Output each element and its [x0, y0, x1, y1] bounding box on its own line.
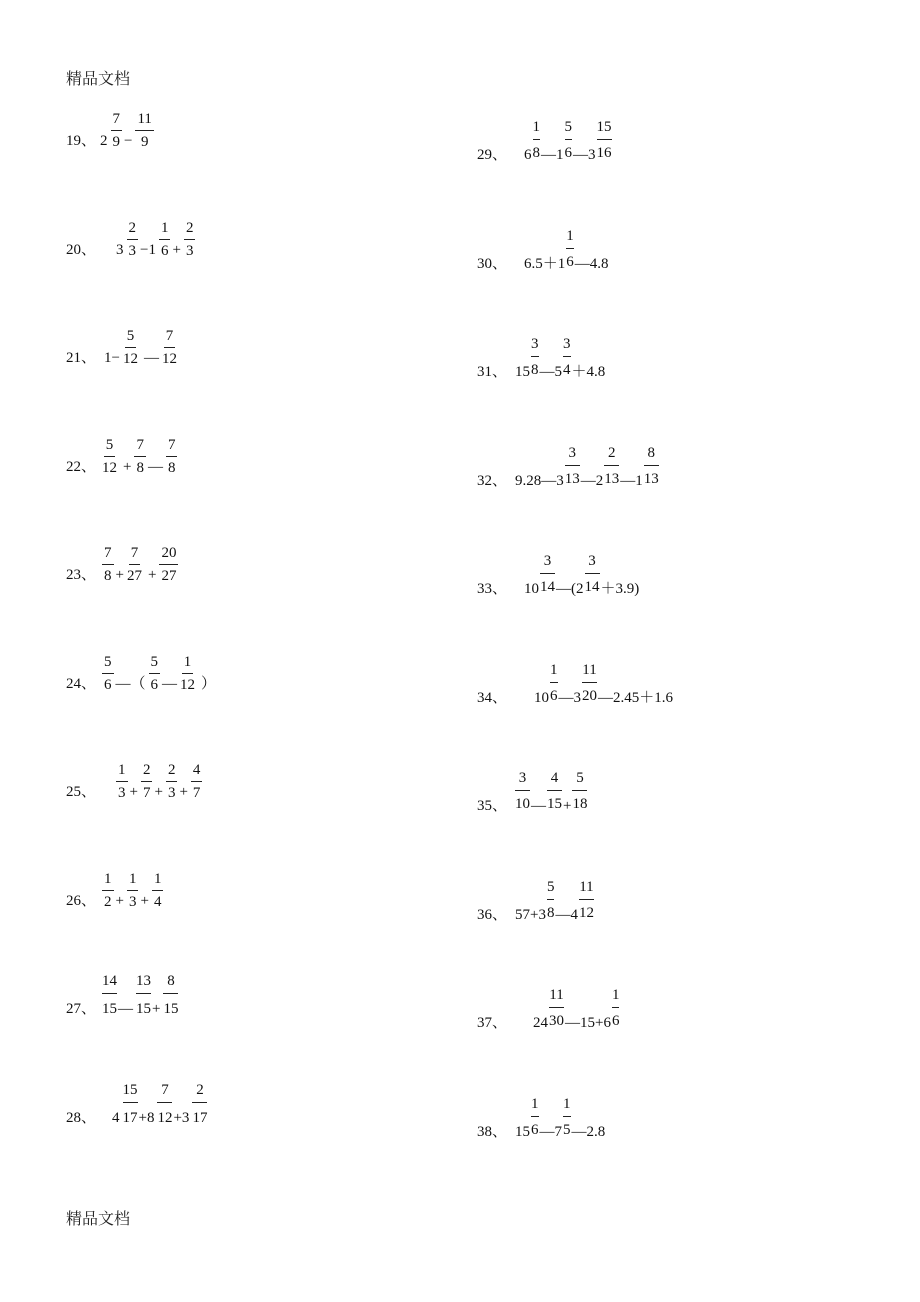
operator-text: —2 — [580, 472, 604, 489]
operator-text: —7 — [539, 1123, 562, 1140]
fraction-numerator: 5 — [576, 770, 584, 786]
fraction-denominator: 6 — [611, 1013, 620, 1029]
fraction — [116, 763, 128, 801]
fraction-denominator: 6 — [150, 676, 159, 693]
fraction-denominator: 3 — [128, 242, 136, 259]
fraction-numerator: 5 — [564, 119, 572, 135]
fraction-numerator: 1 — [611, 987, 620, 1003]
fraction-numerator: 7 — [134, 438, 146, 457]
fraction-bar — [585, 573, 600, 574]
page-footer: 精品文档 — [66, 1209, 131, 1228]
fraction-bar — [644, 465, 659, 466]
fraction-numerator: 11 — [579, 878, 594, 895]
problem-number: 36、 — [477, 906, 508, 923]
fraction-numerator: 11 — [135, 112, 153, 131]
fraction-numerator: 3 — [518, 770, 527, 786]
fraction-numerator: 7 — [102, 546, 114, 565]
fraction — [550, 663, 558, 683]
problem-number: 25、 — [66, 784, 97, 800]
fraction-numerator: 1 — [152, 872, 164, 891]
fraction-numerator: 8 — [647, 444, 655, 461]
operator-text: 2 — [100, 133, 108, 149]
fraction — [159, 546, 178, 584]
fraction — [515, 771, 530, 791]
fraction-bar — [582, 682, 597, 683]
operator-text: +8 — [138, 1109, 155, 1126]
operator-text: + — [172, 241, 181, 258]
operator-text: 4 — [112, 1109, 120, 1126]
fraction-denominator: 12 — [578, 904, 594, 921]
fraction-denominator: 8 — [136, 459, 144, 476]
fraction — [162, 329, 177, 367]
fraction — [565, 446, 580, 466]
operator-text: −1 — [140, 241, 156, 258]
fraction — [547, 880, 555, 900]
fraction — [540, 554, 555, 574]
fraction-bar — [579, 899, 594, 900]
fraction — [604, 446, 619, 466]
operator-text: —(2 — [556, 581, 584, 597]
fraction — [597, 120, 612, 140]
fraction — [531, 337, 539, 357]
fraction-numerator: 11 — [582, 661, 597, 678]
operator-text: —2.45＋1.6 — [598, 689, 674, 706]
fraction-numerator: 13 — [136, 973, 151, 989]
operator-text: 24 — [533, 1015, 548, 1031]
fraction-denominator: 16 — [596, 145, 612, 161]
fraction-denominator: 13 — [643, 470, 659, 487]
fraction — [565, 120, 573, 140]
fraction — [585, 554, 600, 574]
fraction-bar — [547, 790, 562, 791]
fraction-bar — [612, 1007, 620, 1008]
fraction — [549, 988, 564, 1008]
problem-number: 30、 — [477, 255, 508, 272]
operator-text: + — [147, 567, 157, 583]
problem-number: 34、 — [477, 689, 508, 706]
fraction-bar — [123, 1102, 138, 1103]
fraction-denominator: 3 — [167, 785, 176, 801]
fraction-denominator: 15 — [163, 1001, 179, 1017]
fraction-denominator: 12 — [180, 676, 196, 693]
problem-number: 28、 — [66, 1109, 97, 1126]
fraction-denominator: 8 — [531, 362, 539, 378]
fraction — [563, 1097, 571, 1117]
problem-number: 24、 — [66, 675, 97, 692]
fraction-denominator: 14 — [540, 579, 555, 595]
fraction-bar — [157, 1102, 172, 1103]
fraction — [547, 771, 562, 791]
fraction — [563, 337, 571, 357]
fraction-bar — [540, 573, 555, 574]
fraction-numerator: 2 — [184, 221, 196, 240]
fraction-denominator: 6 — [160, 242, 169, 259]
operator-text: — — [147, 458, 163, 475]
fraction-denominator: 4 — [563, 362, 571, 378]
operator-text: ＋4.8 — [571, 364, 606, 380]
fraction-bar — [515, 790, 530, 791]
operator-text: —1 — [620, 472, 643, 489]
problem-number: 20、 — [66, 241, 97, 258]
fraction-numerator: 1 — [532, 119, 540, 135]
operator-text: 10 — [534, 689, 549, 706]
fraction-numerator: 7 — [161, 1081, 169, 1098]
fraction — [102, 872, 114, 910]
fraction-numerator: 3 — [531, 336, 539, 352]
fraction-bar — [597, 139, 612, 140]
fraction-denominator: 4 — [153, 893, 162, 910]
problem-number: 32、 — [477, 472, 508, 489]
fraction — [184, 221, 196, 259]
operator-text: + — [129, 784, 138, 800]
fraction-numerator: 1 — [116, 763, 128, 782]
problem-number: 19、 — [66, 133, 97, 149]
page-header: 精品文档 — [66, 69, 131, 88]
operator-text: —1 — [541, 147, 564, 163]
fraction-denominator: 8 — [104, 568, 112, 584]
operator-text: — — [531, 798, 546, 814]
fraction-bar — [531, 356, 539, 357]
fraction-bar — [572, 790, 587, 791]
fraction — [136, 974, 151, 994]
fraction-denominator: 13 — [604, 470, 620, 487]
operator-text: —3 — [573, 147, 596, 163]
fraction-denominator: 13 — [564, 470, 580, 487]
fraction — [123, 329, 138, 367]
operator-text: ＋3.9) — [600, 581, 640, 597]
fraction — [180, 655, 195, 693]
fraction — [191, 763, 203, 801]
fraction — [582, 663, 597, 683]
operator-text: —（ — [115, 675, 146, 692]
fraction-denominator: 7 — [192, 785, 201, 801]
fraction-denominator: 14 — [584, 579, 600, 595]
operator-text: 10 — [524, 581, 539, 597]
fraction-denominator: 8 — [167, 459, 176, 476]
fraction — [127, 221, 139, 259]
fraction — [572, 771, 587, 791]
fraction-denominator: 7 — [142, 785, 151, 801]
fraction-denominator: 12 — [157, 1109, 173, 1126]
operator-text: 15 — [515, 364, 530, 380]
fraction-denominator: 9 — [112, 134, 120, 150]
fraction-bar — [192, 1102, 207, 1103]
operator-text: —5 — [539, 364, 562, 380]
fraction-denominator: 6 — [564, 145, 572, 161]
fraction-denominator: 12 — [161, 351, 177, 367]
operator-text: —2.8 — [571, 1123, 606, 1140]
fraction-bar — [163, 993, 178, 994]
problem-number: 29、 — [477, 147, 508, 163]
fraction-denominator: 6 — [566, 253, 574, 270]
fraction-numerator: 1 — [127, 872, 139, 891]
fraction-bar — [563, 1116, 571, 1117]
fraction-bar — [563, 356, 571, 357]
fraction — [123, 1083, 138, 1103]
operator-text: + — [563, 798, 572, 814]
fraction — [531, 1097, 539, 1117]
fraction — [111, 112, 123, 150]
fraction-bar — [547, 899, 555, 900]
fraction — [579, 880, 594, 900]
operator-text: —4.8 — [574, 255, 609, 272]
fraction-denominator: 17 — [122, 1109, 138, 1126]
fraction — [127, 872, 139, 910]
fraction-bar — [565, 465, 580, 466]
fraction-numerator: 4 — [550, 770, 559, 786]
problem-number: 26、 — [66, 892, 97, 909]
fraction — [135, 112, 153, 150]
fraction-numerator: 7 — [129, 546, 141, 565]
operator-text: —4 — [555, 906, 578, 923]
fraction-numerator: 5 — [104, 438, 116, 457]
fraction-denominator: 10 — [515, 796, 530, 812]
operator-text: + — [152, 1001, 161, 1017]
fraction — [566, 229, 574, 249]
fraction-denominator: 12 — [102, 459, 117, 476]
fraction-numerator: 1 — [182, 655, 194, 674]
operator-text: — — [118, 1001, 133, 1017]
fraction-denominator: 3 — [118, 785, 126, 801]
fraction — [102, 546, 114, 584]
fraction — [163, 974, 178, 994]
fraction-bar — [102, 993, 117, 994]
fraction-numerator: 3 — [563, 336, 571, 352]
fraction-numerator: 3 — [588, 553, 596, 569]
fraction-numerator: 7 — [166, 438, 178, 457]
fraction — [533, 120, 541, 140]
fraction-denominator: 12 — [122, 351, 138, 367]
fraction-denominator: 30 — [549, 1013, 564, 1029]
fraction-numerator: 1 — [550, 661, 558, 678]
fraction-numerator: 2 — [608, 444, 616, 461]
fraction — [141, 763, 153, 801]
fraction-denominator: 27 — [126, 568, 142, 584]
operator-text: + — [115, 892, 124, 909]
fraction-denominator: 2 — [104, 893, 112, 910]
fraction — [644, 446, 659, 466]
fraction-denominator: 20 — [582, 687, 597, 704]
problem-number: 37、 — [477, 1015, 508, 1031]
fraction — [166, 763, 178, 801]
fraction-numerator: 1 — [159, 221, 171, 240]
operator-text: —15+6 — [565, 1015, 611, 1031]
fraction-denominator: 18 — [572, 796, 588, 812]
fraction — [102, 655, 114, 693]
fraction-numerator: 5 — [125, 329, 137, 348]
fraction-numerator: 2 — [141, 763, 153, 782]
fraction-denominator: 3 — [185, 242, 194, 259]
fraction-denominator: 15 — [136, 1001, 151, 1017]
fraction-numerator: 2 — [127, 221, 139, 240]
fraction-denominator: 27 — [161, 568, 177, 584]
fraction — [149, 655, 161, 693]
problem-number: 27、 — [66, 1001, 97, 1017]
fraction-denominator: 6 — [531, 1121, 539, 1138]
operator-text: —3 — [558, 689, 581, 706]
fraction-bar — [550, 682, 558, 683]
fraction-numerator: 20 — [159, 546, 178, 565]
operator-text: 57+3 — [515, 906, 546, 923]
fraction-numerator: 1 — [563, 1095, 571, 1112]
fraction-bar — [531, 1116, 539, 1117]
operator-text: 3 — [116, 241, 124, 258]
operator-text: 1− — [104, 350, 120, 366]
fraction-denominator: 17 — [192, 1109, 208, 1126]
problem-number: 22、 — [66, 458, 97, 475]
fraction-numerator: 5 — [546, 878, 555, 895]
operator-text: +3 — [173, 1109, 190, 1126]
operator-text: 15 — [515, 1123, 530, 1140]
fraction-numerator: 5 — [149, 655, 161, 674]
fraction-denominator: 15 — [102, 1001, 117, 1017]
fraction-numerator: 1 — [566, 227, 574, 244]
fraction-numerator: 1 — [531, 1095, 539, 1112]
fraction-numerator: 11 — [549, 987, 564, 1003]
fraction-numerator: 1 — [102, 872, 114, 891]
fraction-numerator: 7 — [111, 112, 123, 131]
operator-text: ） — [201, 675, 217, 692]
fraction-bar — [549, 1007, 564, 1008]
operator-text: + — [115, 567, 124, 583]
fraction — [166, 438, 178, 476]
fraction-denominator: 5 — [563, 1121, 571, 1138]
operator-text: 6.5＋1 — [524, 255, 566, 272]
problem-number: 21、 — [66, 350, 97, 366]
fraction — [159, 221, 171, 259]
problem-number: 33、 — [477, 581, 508, 597]
fraction-denominator: 8 — [532, 145, 540, 161]
problem-number: 38、 — [477, 1123, 508, 1140]
fraction — [192, 1083, 207, 1103]
problem-number: 23、 — [66, 567, 97, 583]
operator-text: 9.28—3 — [515, 472, 564, 489]
fraction-numerator: 5 — [102, 655, 114, 674]
fraction-numerator: 15 — [596, 119, 612, 135]
operator-text: — — [143, 350, 159, 366]
fraction-bar — [566, 248, 574, 249]
problem-number: 31、 — [477, 364, 508, 380]
fraction-denominator: 3 — [128, 893, 137, 910]
operator-text: 6 — [524, 147, 532, 163]
fraction-numerator: 8 — [167, 973, 175, 989]
operator-text: + — [154, 784, 163, 800]
operator-text: − — [124, 133, 133, 149]
operator-text: + — [179, 784, 188, 800]
fraction-bar — [136, 993, 151, 994]
fraction-numerator: 15 — [122, 1081, 138, 1098]
fraction-numerator: 3 — [543, 553, 552, 569]
operator-text: + — [140, 892, 149, 909]
fraction — [134, 438, 146, 476]
fraction-bar — [565, 139, 573, 140]
operator-text: — — [162, 675, 178, 692]
fraction-numerator: 3 — [568, 444, 576, 461]
fraction-bar — [533, 139, 541, 140]
problem-number: 35、 — [477, 798, 508, 814]
fraction-denominator: 6 — [104, 676, 112, 693]
operator-text: + — [123, 458, 132, 475]
fraction — [612, 988, 620, 1008]
fraction — [127, 546, 142, 584]
fraction-bar — [604, 465, 619, 466]
fraction — [157, 1083, 172, 1103]
fraction-numerator: 2 — [196, 1081, 204, 1098]
fraction-denominator: 6 — [550, 687, 558, 704]
fraction-denominator: 15 — [547, 796, 562, 812]
fraction — [102, 974, 117, 994]
fraction-numerator: 14 — [102, 973, 117, 989]
fraction-numerator: 2 — [166, 763, 178, 782]
fraction — [152, 872, 164, 910]
fraction-denominator: 8 — [546, 904, 555, 921]
fraction-denominator: 9 — [140, 134, 149, 150]
fraction-numerator: 7 — [164, 329, 176, 348]
fraction — [102, 438, 117, 476]
fraction-numerator: 4 — [191, 763, 203, 782]
